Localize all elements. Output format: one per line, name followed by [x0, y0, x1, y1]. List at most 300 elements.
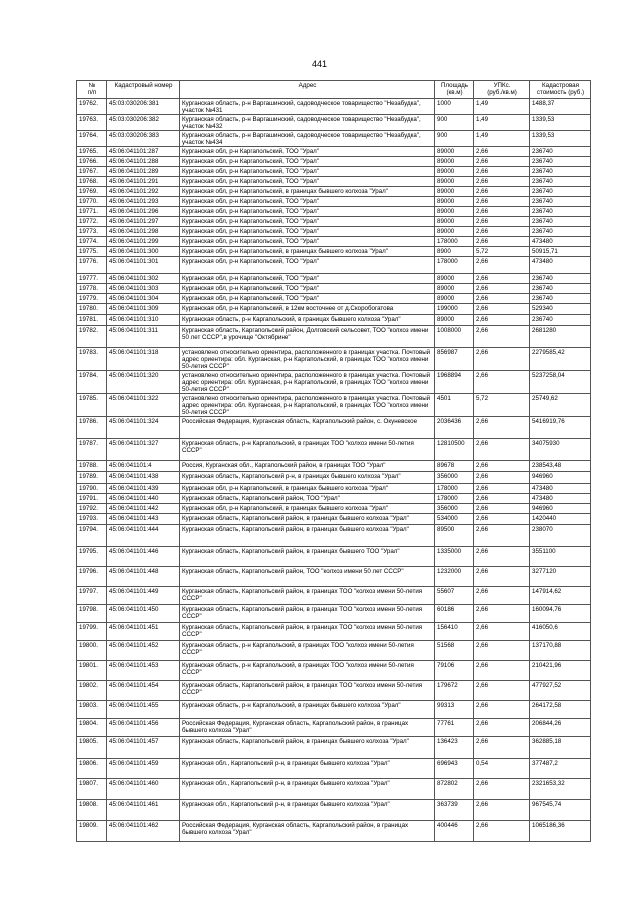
area: 179672 — [435, 681, 474, 701]
cadastral-cost: 236740 — [530, 177, 591, 187]
upks: 2,66 — [474, 719, 530, 737]
cadastral-number: 45:06:041101:304 — [107, 294, 180, 304]
row-number: 19782. — [77, 326, 107, 348]
table-row — [77, 494, 591, 504]
table-row — [77, 257, 591, 274]
address: Курганская область, Каргапольский район, в границах ТОО "колхоз имени 50-летия СССР" — [180, 623, 435, 641]
table-row — [77, 461, 591, 472]
cadastral-cost: 160094,76 — [530, 605, 591, 623]
row-number: 19789. — [77, 472, 107, 484]
cadastral-cost: 238543,48 — [530, 461, 591, 472]
cadastral-cost: 210421,96 — [530, 661, 591, 681]
cadastral-cost: 477927,52 — [530, 681, 591, 701]
upks: 2,66 — [474, 472, 530, 484]
table-row — [77, 227, 591, 237]
cadastral-number: 45:06:041101:287 — [107, 147, 180, 157]
area: 363739 — [435, 800, 474, 821]
cadastral-cost: 50915,71 — [530, 247, 591, 257]
header-cadastral-cost: Кадастровая стоимость (руб.) — [530, 81, 591, 99]
cadastral-cost: 946960 — [530, 504, 591, 514]
cadastral-number: 45:06:041101:291 — [107, 177, 180, 187]
address: установлено относительно ориентира, расположенного в границах участка. Почтовый адрес ориентира: обл. Курганская, р-н Каргапольский, в границах ТОО "колхоз имени 50-летия СССР" — [180, 348, 435, 371]
address: Курганская обл, р-н Каргапольский, в границах бывшего колхоза "Урал" — [180, 504, 435, 514]
address: Курганская область, р-н Каргапольский, в границах ТОО "колхоз имени 50-летия СССР" — [180, 661, 435, 681]
address: Курганская область, Каргапольский район, ТОО "колхоз имени 50 лет СССР" — [180, 567, 435, 587]
cadastral-cost: 236740 — [530, 227, 591, 237]
table-row — [77, 207, 591, 217]
address: установлено относительно ориентира, расположенного в границах участка. Почтовый адрес ориентира: обл. Курганская, р-н Каргапольский, в границах ТОО "колхоз имени 50-летия СССР" — [180, 394, 435, 417]
upks: 2,66 — [474, 167, 530, 177]
address: Курганская обл, р-н Каргапольский, ТОО "Урал" — [180, 227, 435, 237]
cadastral-cost: 147914,62 — [530, 587, 591, 605]
cadastral-number: 45:06:041101:452 — [107, 641, 180, 661]
upks: 2,66 — [474, 157, 530, 167]
address: Курганская область, Каргапольский район, в границах бывшего колхоза "Урал" — [180, 525, 435, 547]
cadastral-number: 45:06:041101:457 — [107, 737, 180, 759]
area: 89000 — [435, 284, 474, 294]
cadastral-number: 45:06:041101:324 — [107, 417, 180, 439]
cadastral-number: 45:06:041101:446 — [107, 547, 180, 567]
area: 60186 — [435, 605, 474, 623]
upks: 2,66 — [474, 207, 530, 217]
area: 178000 — [435, 257, 474, 274]
row-number: 19774. — [77, 237, 107, 247]
row-number: 19796. — [77, 567, 107, 587]
cadastral-number: 45:06:041101:318 — [107, 348, 180, 371]
cadastral-cost: 236740 — [530, 284, 591, 294]
cadastral-cost: 236740 — [530, 294, 591, 304]
row-number: 19777. — [77, 274, 107, 284]
area: 356000 — [435, 472, 474, 484]
cadastral-cost: 236740 — [530, 157, 591, 167]
address: Курганская обл., Каргапольский р-н, в границах бывшего колхоза "Урал" — [180, 759, 435, 779]
cadastral-cost: 236740 — [530, 315, 591, 326]
area: 89000 — [435, 227, 474, 237]
row-number: 19786. — [77, 417, 107, 439]
area: 77761 — [435, 719, 474, 737]
upks: 2,66 — [474, 348, 530, 371]
address: Курганская обл, р-н Каргапольский, в границах бывшего колхоза "Урал" — [180, 484, 435, 494]
cadastral-value-table — [76, 80, 591, 842]
address: Курганская обл, р-н Каргапольский, в границах бывшего колхоза "Урал" — [180, 247, 435, 257]
address: Курганская область, Каргапольский район, в границах бывшего ТОО "Урал" — [180, 547, 435, 567]
upks: 2,66 — [474, 737, 530, 759]
cadastral-number: 45:06:041101:456 — [107, 719, 180, 737]
row-number: 19772. — [77, 217, 107, 227]
cadastral-number: 45:06:041101:453 — [107, 661, 180, 681]
row-number: 19764. — [77, 131, 107, 147]
upks: 2,66 — [474, 177, 530, 187]
cadastral-cost: 2279585,42 — [530, 348, 591, 371]
cadastral-cost: 236740 — [530, 217, 591, 227]
table-row — [77, 547, 591, 567]
address: Курганская обл., Каргапольский р-н, в границах бывшего колхоза "Урал" — [180, 779, 435, 800]
row-number: 19766. — [77, 157, 107, 167]
cadastral-number: 45:06:041101:443 — [107, 514, 180, 525]
table-row — [77, 394, 591, 417]
upks: 2,66 — [474, 197, 530, 207]
cadastral-cost: 946960 — [530, 472, 591, 484]
upks: 2,66 — [474, 417, 530, 439]
table-row — [77, 348, 591, 371]
address: Курганская обл, р-н Каргапольский, ТОО "Урал" — [180, 177, 435, 187]
upks: 2,66 — [474, 257, 530, 274]
cadastral-cost: 3551100 — [530, 547, 591, 567]
cadastral-number: 45:06:041101:449 — [107, 587, 180, 605]
address: Курганская область, Каргапольский район, в границах бывшего колхоза "Урал" — [180, 514, 435, 525]
table-row — [77, 472, 591, 484]
table-row — [77, 681, 591, 701]
area: 89000 — [435, 187, 474, 197]
address: Курганская обл, р-н Каргапольский, ТОО "Урал" — [180, 294, 435, 304]
cadastral-number: 45:06:041101:299 — [107, 237, 180, 247]
cadastral-number: 45:06:041101:297 — [107, 217, 180, 227]
cadastral-cost: 529340 — [530, 304, 591, 315]
cadastral-cost: 137170,88 — [530, 641, 591, 661]
row-number: 19781. — [77, 315, 107, 326]
upks: 1,49 — [474, 99, 530, 115]
upks: 2,66 — [474, 304, 530, 315]
upks: 2,66 — [474, 800, 530, 821]
upks: 2,66 — [474, 217, 530, 227]
upks: 2,66 — [474, 227, 530, 237]
cadastral-number: 45:06:041101:461 — [107, 800, 180, 821]
row-number: 19803. — [77, 701, 107, 719]
row-number: 19775. — [77, 247, 107, 257]
address: Курганская область, р-н Каргапольский, в границах бывшего колхоза "Урал" — [180, 701, 435, 719]
cadastral-number: 45:06:041101:444 — [107, 525, 180, 547]
area: 89000 — [435, 274, 474, 284]
area: 89000 — [435, 177, 474, 187]
row-number: 19797. — [77, 587, 107, 605]
area: 136423 — [435, 737, 474, 759]
cadastral-cost: 1065186,36 — [530, 821, 591, 842]
area: 1335000 — [435, 547, 474, 567]
address: Курганская область, Каргапольский район, в границах бывшего колхоза "Урал" — [180, 737, 435, 759]
upks: 2,66 — [474, 701, 530, 719]
address: Курганская обл, р-н Каргапольский, ТОО "Урал" — [180, 157, 435, 167]
upks: 2,66 — [474, 461, 530, 472]
row-number: 19762. — [77, 99, 107, 115]
cadastral-number: 45:06:041101:439 — [107, 484, 180, 494]
row-number: 19805. — [77, 737, 107, 759]
cadastral-cost: 1339,53 — [530, 131, 591, 147]
address: Курганская область, Каргапольский район, в границах ТОО "колхоз имени 50-летия СССР" — [180, 681, 435, 701]
row-number: 19809. — [77, 821, 107, 842]
cadastral-cost: 206844,26 — [530, 719, 591, 737]
cadastral-cost: 236740 — [530, 274, 591, 284]
cadastral-number: 45:06:041101:442 — [107, 504, 180, 514]
address: Курганская обл, р-н Каргапольский, в 12км восточнее от д.Скоробогатова — [180, 304, 435, 315]
address: Курганская область, р-н Каргапольский, в границах ТОО "колхоз имени 50-летия СССР" — [180, 439, 435, 461]
upks: 2,66 — [474, 494, 530, 504]
upks: 2,66 — [474, 237, 530, 247]
upks: 2,66 — [474, 779, 530, 800]
cadastral-number: 45:06:041101:455 — [107, 701, 180, 719]
table-row — [77, 157, 591, 167]
row-number: 19776. — [77, 257, 107, 274]
cadastral-number: 45:06:041101:322 — [107, 394, 180, 417]
area: 89500 — [435, 525, 474, 547]
row-number: 19767. — [77, 167, 107, 177]
cadastral-cost: 236740 — [530, 207, 591, 217]
cadastral-number: 45:06:041101:298 — [107, 227, 180, 237]
area: 89000 — [435, 207, 474, 217]
cadastral-number: 45:03:030206:381 — [107, 99, 180, 115]
address: Курганская обл, р-н Каргапольский, ТОО "Урал" — [180, 257, 435, 274]
row-number: 19806. — [77, 759, 107, 779]
row-number: 19770. — [77, 197, 107, 207]
cadastral-cost: 1420440 — [530, 514, 591, 525]
cadastral-number: 45:06:041101:296 — [107, 207, 180, 217]
area: 89000 — [435, 294, 474, 304]
cadastral-cost: 473480 — [530, 494, 591, 504]
area: 2036436 — [435, 417, 474, 439]
address: Курганская область, Каргапольский район, ТОО "Урал" — [180, 494, 435, 504]
cadastral-number: 45:06:041101:303 — [107, 284, 180, 294]
upks: 2,66 — [474, 623, 530, 641]
upks: 2,66 — [474, 371, 530, 394]
row-number: 19787. — [77, 439, 107, 461]
address: Курганская обл, р-н Каргапольский, ТОО "Урал" — [180, 207, 435, 217]
upks: 2,66 — [474, 187, 530, 197]
area: 178000 — [435, 237, 474, 247]
area: 156410 — [435, 623, 474, 641]
area: 89000 — [435, 197, 474, 207]
upks: 0,54 — [474, 759, 530, 779]
area: 89000 — [435, 157, 474, 167]
upks: 5,72 — [474, 247, 530, 257]
upks: 1,49 — [474, 115, 530, 131]
cadastral-number: 45:06:041101:440 — [107, 494, 180, 504]
row-number: 19788. — [77, 461, 107, 472]
cadastral-number: 45:06:041101:311 — [107, 326, 180, 348]
address: Курганская область, р-н Варгашинский, садоводческое товарищество "Незабудка", участок №431 — [180, 99, 435, 115]
row-number: 19790. — [77, 484, 107, 494]
cadastral-number: 45:06:041101:292 — [107, 187, 180, 197]
area: 79106 — [435, 661, 474, 681]
address: Курганская обл., Каргапольский р-н, в границах бывшего колхоза "Урал" — [180, 800, 435, 821]
table-row — [77, 217, 591, 227]
row-number: 19771. — [77, 207, 107, 217]
table-row — [77, 167, 591, 177]
area: 1000 — [435, 99, 474, 115]
area: 696943 — [435, 759, 474, 779]
area: 99313 — [435, 701, 474, 719]
address: Курганская область, р-н Варгашинский, садоводческое товарищество "Незабудка", участок №432 — [180, 115, 435, 131]
cadastral-cost: 5237258,04 — [530, 371, 591, 394]
table-row — [77, 237, 591, 247]
area: 4501 — [435, 394, 474, 417]
row-number: 19799. — [77, 623, 107, 641]
table-row — [77, 641, 591, 661]
table-row — [77, 514, 591, 525]
cadastral-number: 45:06:041101:289 — [107, 167, 180, 177]
header-upks: УПКс. (руб./кв.м) — [474, 81, 530, 99]
cadastral-number: 45:03:030206:383 — [107, 131, 180, 147]
table-row — [77, 759, 591, 779]
table-row — [77, 701, 591, 719]
row-number: 19779. — [77, 294, 107, 304]
table-row — [77, 439, 591, 461]
table-row — [77, 99, 591, 115]
upks: 2,66 — [474, 525, 530, 547]
cadastral-cost: 2321653,32 — [530, 779, 591, 800]
row-number: 19804. — [77, 719, 107, 737]
cadastral-number: 45:06:041101:454 — [107, 681, 180, 701]
cadastral-number: 45:06:041101:448 — [107, 567, 180, 587]
table-row — [77, 315, 591, 326]
cadastral-number: 45:03:030206:382 — [107, 115, 180, 131]
upks: 2,66 — [474, 605, 530, 623]
table-header-row — [77, 81, 591, 99]
table-row — [77, 197, 591, 207]
area: 178000 — [435, 494, 474, 504]
address: Российская Федерация, Курганская область, Каргапольский район, в границах бывшего колхоза "Урал" — [180, 719, 435, 737]
row-number: 19785. — [77, 394, 107, 417]
cadastral-cost: 236740 — [530, 167, 591, 177]
upks: 2,66 — [474, 147, 530, 157]
cadastral-number: 45:06:041101:327 — [107, 439, 180, 461]
table-row — [77, 417, 591, 439]
upks: 5,72 — [474, 394, 530, 417]
cadastral-cost: 25749,62 — [530, 394, 591, 417]
area: 51568 — [435, 641, 474, 661]
table-row — [77, 719, 591, 737]
area: 900 — [435, 131, 474, 147]
cadastral-number: 45:06:041101:462 — [107, 821, 180, 842]
area: 900 — [435, 115, 474, 131]
table-row — [77, 187, 591, 197]
cadastral-cost: 34075930 — [530, 439, 591, 461]
upks: 2,66 — [474, 326, 530, 348]
header-address: Адрес — [180, 81, 435, 99]
cadastral-cost: 2681280 — [530, 326, 591, 348]
address: Курганская обл, р-н Каргапольский, ТОО "Урал" — [180, 217, 435, 227]
row-number: 19780. — [77, 304, 107, 315]
table-row — [77, 821, 591, 842]
cadastral-cost: 3277120 — [530, 567, 591, 587]
row-number: 19795. — [77, 547, 107, 567]
upks: 2,66 — [474, 315, 530, 326]
upks: 2,66 — [474, 641, 530, 661]
area: 199000 — [435, 304, 474, 315]
row-number: 19801. — [77, 661, 107, 681]
cadastral-cost: 238070 — [530, 525, 591, 547]
area: 12810500 — [435, 439, 474, 461]
table-row — [77, 247, 591, 257]
cadastral-cost: 1488,37 — [530, 99, 591, 115]
header-cadastral-number: Кадастровый номер — [107, 81, 180, 99]
area: 1232000 — [435, 567, 474, 587]
area: 89678 — [435, 461, 474, 472]
area: 55607 — [435, 587, 474, 605]
table-row — [77, 371, 591, 394]
cadastral-number: 45:06:041101:300 — [107, 247, 180, 257]
table-row — [77, 484, 591, 494]
row-number: 19769. — [77, 187, 107, 197]
header-area: Площадь (кв.м) — [435, 81, 474, 99]
area: 856987 — [435, 348, 474, 371]
cadastral-cost: 473480 — [530, 484, 591, 494]
table-row — [77, 115, 591, 131]
address: Курганская область, р-н Каргапольский, в границах ТОО "колхоз имени 50-летия СССР" — [180, 641, 435, 661]
cadastral-cost: 5416919,76 — [530, 417, 591, 439]
area: 872802 — [435, 779, 474, 800]
table-row — [77, 800, 591, 821]
address: Курганская область, Каргапольский район, в границах ТОО "колхоз имени 50-летия СССР" — [180, 605, 435, 623]
cadastral-number: 45:06:041101:460 — [107, 779, 180, 800]
upks: 2,66 — [474, 504, 530, 514]
header-number: № п/п — [77, 81, 107, 99]
row-number: 19768. — [77, 177, 107, 187]
area: 1008000 — [435, 326, 474, 348]
row-number: 19793. — [77, 514, 107, 525]
cadastral-cost: 236740 — [530, 187, 591, 197]
table-row — [77, 567, 591, 587]
address: Курганская обл, р-н Каргапольский, ТОО "Урал" — [180, 284, 435, 294]
address: Курганская обл, р-н Каргапольский, ТОО "Урал" — [180, 274, 435, 284]
table-row — [77, 525, 591, 547]
cadastral-cost: 264172,58 — [530, 701, 591, 719]
address: Курганская область, Каргапольский р-н, в границах бывшего колхоза "Урал" — [180, 472, 435, 484]
area: 400446 — [435, 821, 474, 842]
upks: 2,66 — [474, 587, 530, 605]
cadastral-number: 45:06:041101:288 — [107, 157, 180, 167]
table-row — [77, 737, 591, 759]
area: 8900 — [435, 247, 474, 257]
upks: 2,66 — [474, 821, 530, 842]
row-number: 19763. — [77, 115, 107, 131]
area: 356000 — [435, 504, 474, 514]
cadastral-number: 45:06:041101:438 — [107, 472, 180, 484]
cadastral-number: 45:06:041101:301 — [107, 257, 180, 274]
row-number: 19807. — [77, 779, 107, 800]
cadastral-cost: 236740 — [530, 147, 591, 157]
table-row — [77, 605, 591, 623]
table-row — [77, 326, 591, 348]
cadastral-number: 45:06:041101:293 — [107, 197, 180, 207]
cadastral-number: 45:06:041101:320 — [107, 371, 180, 394]
area: 178000 — [435, 484, 474, 494]
upks: 2,66 — [474, 514, 530, 525]
address: Курганская обл, р-н Каргапольский, ТОО "Урал" — [180, 167, 435, 177]
address: Курганская область, р-н Каргапольский, в границах бывшего колхоза "Урал" — [180, 315, 435, 326]
upks: 2,66 — [474, 439, 530, 461]
address: Российская Федерация, Курганская область, Каргапольский район, в границах бывшего колхоза "Урал" — [180, 821, 435, 842]
cadastral-cost: 377487,2 — [530, 759, 591, 779]
upks: 2,66 — [474, 294, 530, 304]
address: Курганская область, Каргапольский район, в границах ТОО "колхоз имени 50-летия СССР" — [180, 587, 435, 605]
upks: 2,66 — [474, 567, 530, 587]
table-row — [77, 294, 591, 304]
row-number: 19783. — [77, 348, 107, 371]
row-number: 19791. — [77, 494, 107, 504]
row-number: 19765. — [77, 147, 107, 157]
cadastral-cost: 236740 — [530, 197, 591, 207]
cadastral-cost: 416050,6 — [530, 623, 591, 641]
address: Курганская обл, р-н Каргапольский, ТОО "Урал" — [180, 197, 435, 207]
upks: 2,66 — [474, 274, 530, 284]
cadastral-cost: 473480 — [530, 237, 591, 247]
table-row — [77, 587, 591, 605]
row-number: 19792. — [77, 504, 107, 514]
row-number: 19800. — [77, 641, 107, 661]
row-number: 19794. — [77, 525, 107, 547]
upks: 2,66 — [474, 661, 530, 681]
table-row — [77, 623, 591, 641]
cadastral-number: 45:06:041101:302 — [107, 274, 180, 284]
